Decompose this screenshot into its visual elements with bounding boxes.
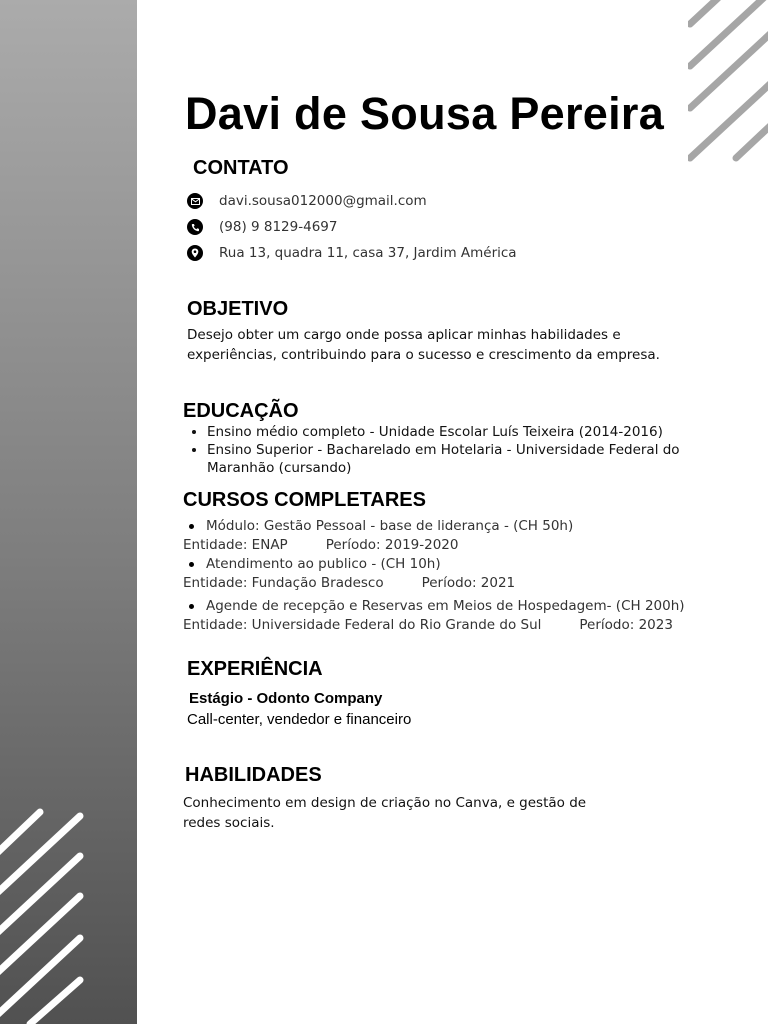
skills-text: Conhecimento em design de criação no Canva, e gestão de redes sociais. — [183, 795, 587, 831]
contact-phone-row — [187, 218, 337, 236]
contact-email-row — [187, 192, 427, 210]
course-details — [183, 575, 515, 591]
sidebar-decoration — [0, 0, 137, 1024]
course-item — [189, 556, 441, 572]
education-list — [187, 423, 707, 477]
contact-heading: CONTATO — [193, 157, 289, 179]
course-item — [189, 518, 573, 534]
bullet-icon — [189, 604, 194, 609]
objective-heading: OBJETIVO — [187, 298, 289, 320]
diagonal-stripes-decoration — [0, 784, 137, 1024]
course-entity: Entidade: Fundação Bradesco — [183, 575, 384, 591]
location-pin-icon — [187, 245, 203, 261]
course-details — [183, 617, 673, 633]
email-text[interactable]: davi.sousa012000@gmail.com — [219, 193, 427, 209]
corner-stripes-decoration — [688, 0, 768, 170]
candidate-name: Davi de Sousa Pereira — [185, 88, 665, 139]
experience-heading: EXPERIÊNCIA — [187, 658, 323, 680]
course-period: Período: 2019-2020 — [325, 537, 459, 553]
experience-description: Call-center, vendedor e financeiro — [187, 711, 412, 728]
course-period: Período: 2023 — [579, 617, 673, 633]
phone-text[interactable]: (98) 9 8129-4697 — [219, 219, 338, 235]
course-title: Módulo: Gestão Pessoal - base de liderança - (CH 50h) — [206, 518, 574, 534]
bullet-icon — [189, 562, 194, 567]
bullet-icon — [189, 524, 194, 529]
course-period: Período: 2021 — [421, 575, 516, 591]
skills-heading: HABILIDADES — [185, 764, 322, 786]
course-entity: Entidade: ENAP — [183, 537, 288, 553]
experience-title: Estágio - Odonto Company — [189, 690, 383, 707]
education-item: • Ensino médio completo - Unidade Escolar Luís Teixeira (2014-2016) — [207, 423, 707, 441]
course-item — [189, 598, 685, 614]
course-title: Agende de recepção e Reservas em Meios de Hospedagem- (CH 200h) — [206, 598, 685, 614]
course-title: Atendimento ao publico - (CH 10h) — [206, 556, 441, 572]
contact-address-row — [187, 244, 517, 262]
education-heading: EDUCAÇÃO — [183, 400, 299, 422]
education-item: • Ensino Superior - Bacharelado em Hotelaria - Universidade Federal do Maranhão (cursando) — [207, 441, 707, 477]
courses-heading: CURSOS COMPLETARES — [183, 489, 426, 511]
mail-icon — [187, 193, 203, 209]
course-details — [183, 537, 458, 553]
course-entity: Entidade: Universidade Federal do Rio Grande do Sul — [183, 617, 542, 633]
address-text: Rua 13, quadra 11, casa 37, Jardim América — [219, 245, 517, 261]
phone-icon — [187, 219, 203, 235]
objective-text: Desejo obter um cargo onde possa aplicar minhas habilidades e experiências, contribuindo para o sucesso e crescimento da empresa. — [187, 327, 660, 363]
